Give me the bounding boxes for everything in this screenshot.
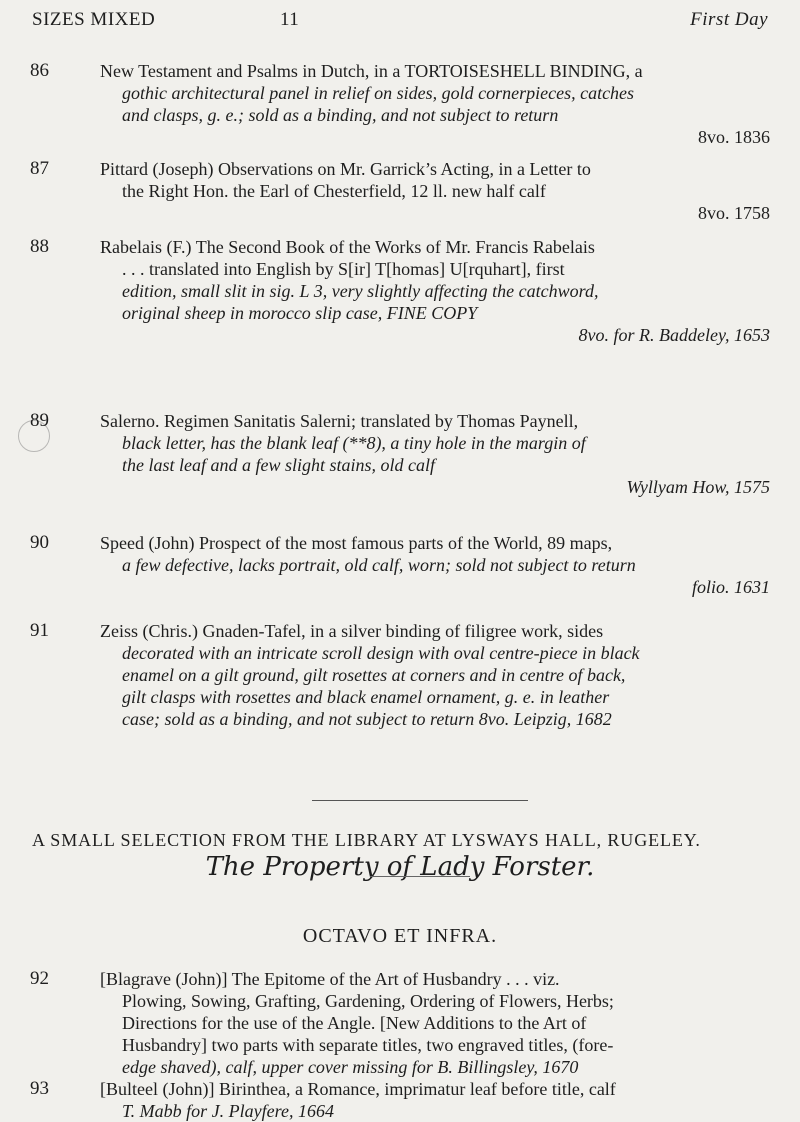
lot-number: 92 — [30, 968, 49, 989]
lot-entry — [30, 1078, 770, 1122]
lot-line: Rabelais (F.) The Second Book of the Works of Mr. Francis Rabelais — [100, 237, 595, 257]
lot-line: Plowing, Sowing, Grafting, Gardening, Ordering of Flowers, Herbs; — [122, 991, 614, 1011]
lot-line: . . . translated into English by S[ir] T[homas] U[rquhart], first — [122, 259, 565, 279]
lot-line: gilt clasps with rosettes and black enamel ornament, g. e. in leather — [122, 687, 610, 707]
lot-entry — [30, 158, 770, 224]
lot-number: 88 — [30, 236, 49, 257]
lot-entry — [30, 620, 770, 730]
lot-line: Husbandry] two parts with separate titles, two engraved titles, (fore- — [122, 1035, 614, 1055]
lot-line: and clasps, g. e.; sold as a binding, and not subject to return — [122, 105, 559, 125]
lot-imprint: Wyllyam How, 1575 — [626, 477, 770, 497]
page-header — [32, 9, 768, 33]
section-property: The Property of Lady Forster. — [205, 852, 595, 882]
lot-line: a few defective, lacks portrait, old calf, worn; sold not subject to return — [122, 555, 636, 575]
page-number: 11 — [280, 9, 300, 30]
lot-imprint: 8vo. 1836 — [698, 127, 770, 147]
lot-imprint: 8vo. 1758 — [698, 203, 770, 223]
lot-number: 87 — [30, 158, 49, 179]
lot-line: black letter, has the blank leaf (**8), a tiny hole in the margin of — [122, 433, 586, 453]
lot-imprint: 8vo. for R. Baddeley, 1653 — [578, 325, 770, 345]
lot-line: Zeiss (Chris.) Gnaden-Tafel, in a silver binding of filigree work, sides — [100, 621, 604, 641]
header-right: First Day — [690, 9, 768, 30]
lot-line: enamel on a gilt ground, gilt rosettes at corners and in centre of back, — [122, 665, 626, 685]
lot-line: New Testament and Psalms in Dutch, in a TORTOISESHELL BINDING, a — [100, 61, 643, 81]
header-left: SIZES MIXED — [32, 9, 156, 30]
lot-line: T. Mabb for J. Playfere, 1664 — [122, 1101, 334, 1121]
lot-line: the last leaf and a few slight stains, old calf — [122, 455, 435, 475]
lot-line: gothic architectural panel in relief on sides, gold cornerpieces, catches — [122, 83, 635, 103]
lot-line: Salerno. Regimen Sanitatis Salerni; translated by Thomas Paynell, — [100, 411, 579, 431]
lot-line: the Right Hon. the Earl of Chesterfield, 12 ll. new half calf — [122, 181, 546, 201]
lot-line: original sheep in morocco slip case, FINE COPY — [122, 303, 478, 323]
lot-imprint: folio. 1631 — [691, 577, 770, 597]
lot-line: [Blagrave (John)] The Epitome of the Art of Husbandry . . . viz. — [100, 969, 560, 989]
lot-line: Speed (John) Prospect of the most famous parts of the World, 89 maps, — [100, 533, 613, 553]
lot-entry — [30, 532, 770, 598]
lot-entry — [30, 236, 770, 346]
divider — [312, 800, 528, 801]
lot-line: Directions for the use of the Angle. [New Additions to the Art of — [122, 1013, 587, 1033]
lot-number: 93 — [30, 1078, 49, 1099]
lot-line: Pittard (Joseph) Observations on Mr. Garrick’s Acting, in a Letter to — [100, 159, 591, 179]
lot-entry — [30, 410, 770, 498]
section-heading: A SMALL SELECTION FROM THE LIBRARY AT LYSWAYS HALL, RUGELEY. — [32, 830, 701, 850]
lot-number: 89 — [30, 410, 49, 431]
lot-entry — [30, 968, 770, 1078]
lot-line: decorated with an intricate scroll design with oval centre-piece in black — [122, 643, 640, 663]
lot-number: 90 — [30, 532, 49, 553]
lot-line: edge shaved), calf, upper cover missing for B. Billingsley, 1670 — [122, 1057, 579, 1077]
lot-entry — [30, 60, 770, 148]
lot-line: edition, small slit in sig. L 3, very slightly affecting the catchword, — [122, 281, 599, 301]
lot-line: [Bulteel (John)] Birinthea, a Romance, imprimatur leaf before title, calf — [100, 1079, 616, 1099]
divider — [370, 876, 470, 877]
lot-number: 86 — [30, 60, 49, 81]
lot-line: case; sold as a binding, and not subject to return 8vo. Leipzig, 1682 — [122, 709, 612, 729]
section-subheading: OCTAVO ET INFRA. — [302, 925, 498, 947]
lot-number: 91 — [30, 620, 49, 641]
